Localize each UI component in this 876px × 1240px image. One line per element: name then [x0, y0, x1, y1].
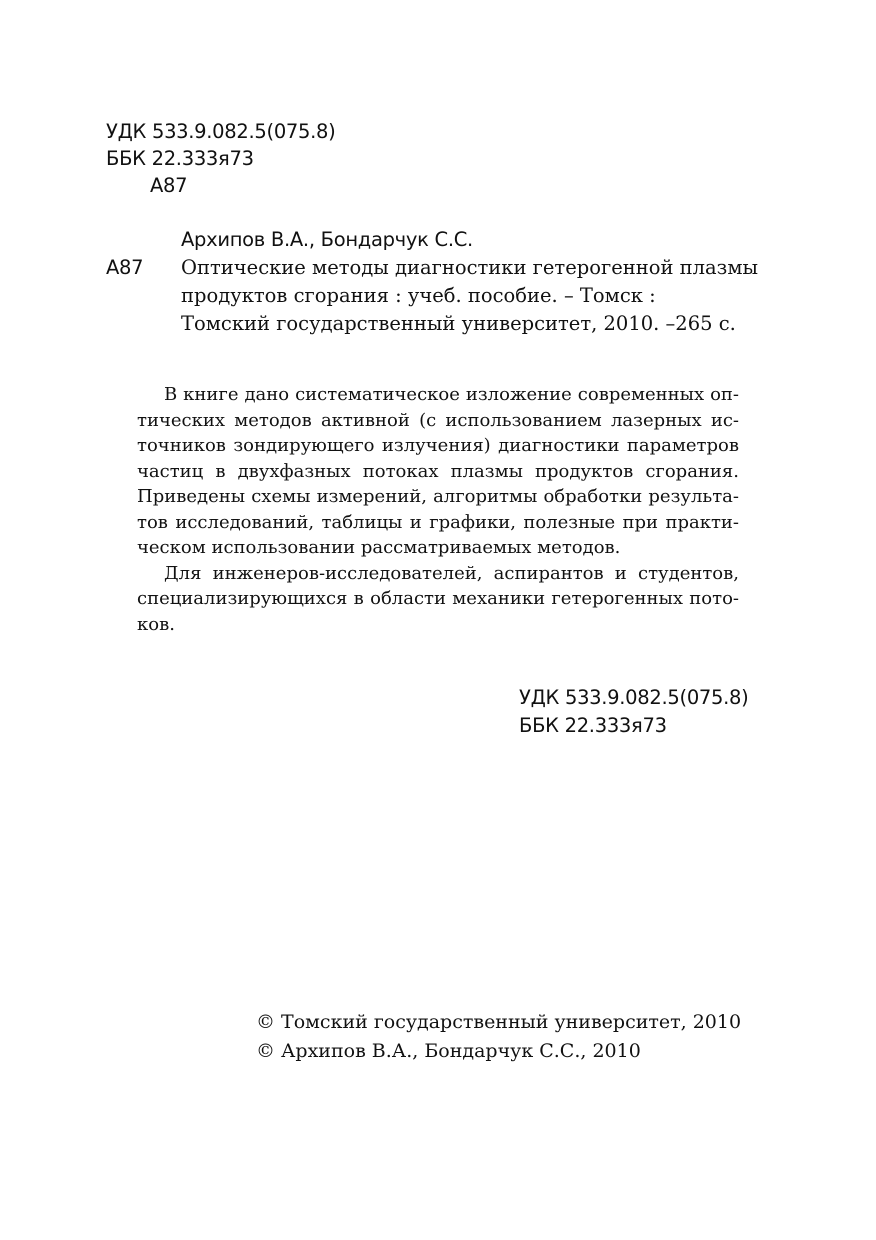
udk-code: УДК 533.9.082.5(075.8) — [519, 686, 749, 709]
abstract-line: частиц в двухфазных потоках плазмы продуктов сгорания. — [137, 460, 739, 482]
bbk-code: ББК 22.333я73 — [519, 714, 667, 737]
copyright-publisher: © Томский государственный университет, 2010 — [256, 1011, 742, 1033]
book-abstract — [137, 382, 739, 637]
copyright-block — [256, 1008, 741, 1066]
abstract-line: В книге дано систематическое изложение современных оп- — [164, 384, 739, 405]
description-line: Томский государственный университет, 2010. –265 с. — [181, 312, 736, 335]
description-line: Оптические методы диагностики гетерогенной плазмы — [181, 256, 759, 279]
abstract-line: тических методов активной (с использованием лазерных ис- — [137, 409, 739, 431]
abstract-line: Для инженеров-исследователей, аспирантов и студентов, — [164, 562, 739, 584]
classification-block-bottom — [519, 684, 748, 740]
copyright-authors: © Архипов В.А., Бондарчук С.С., 2010 — [256, 1040, 641, 1062]
bibliographic-description — [181, 254, 801, 338]
abstract-line: точников зондирующего излучения) диагностики параметров — [137, 435, 739, 456]
bibliographic-author-mark: А87 — [106, 256, 144, 279]
book-authors: Архипов В.А., Бондарчук С.С. — [181, 228, 473, 251]
udk-code: УДК 533.9.082.5(075.8) — [106, 120, 336, 143]
abstract-line: специализирующихся в области механики гетерогенных пото- — [137, 588, 739, 609]
author-mark: А87 — [150, 174, 188, 197]
abstract-line: ческом использовании рассматриваемых методов. — [137, 537, 621, 558]
abstract-line: Приведены схемы измерений, алгоритмы обработки результа- — [137, 486, 739, 507]
abstract-line: тов исследований, таблицы и графики, полезные при практи- — [137, 511, 739, 533]
classification-block-top — [106, 118, 335, 199]
bbk-code: ББК 22.333я73 — [106, 147, 254, 170]
abstract-line: ков. — [137, 613, 175, 635]
description-line: продуктов сгорания : учеб. пособие. – Томск : — [181, 284, 656, 307]
